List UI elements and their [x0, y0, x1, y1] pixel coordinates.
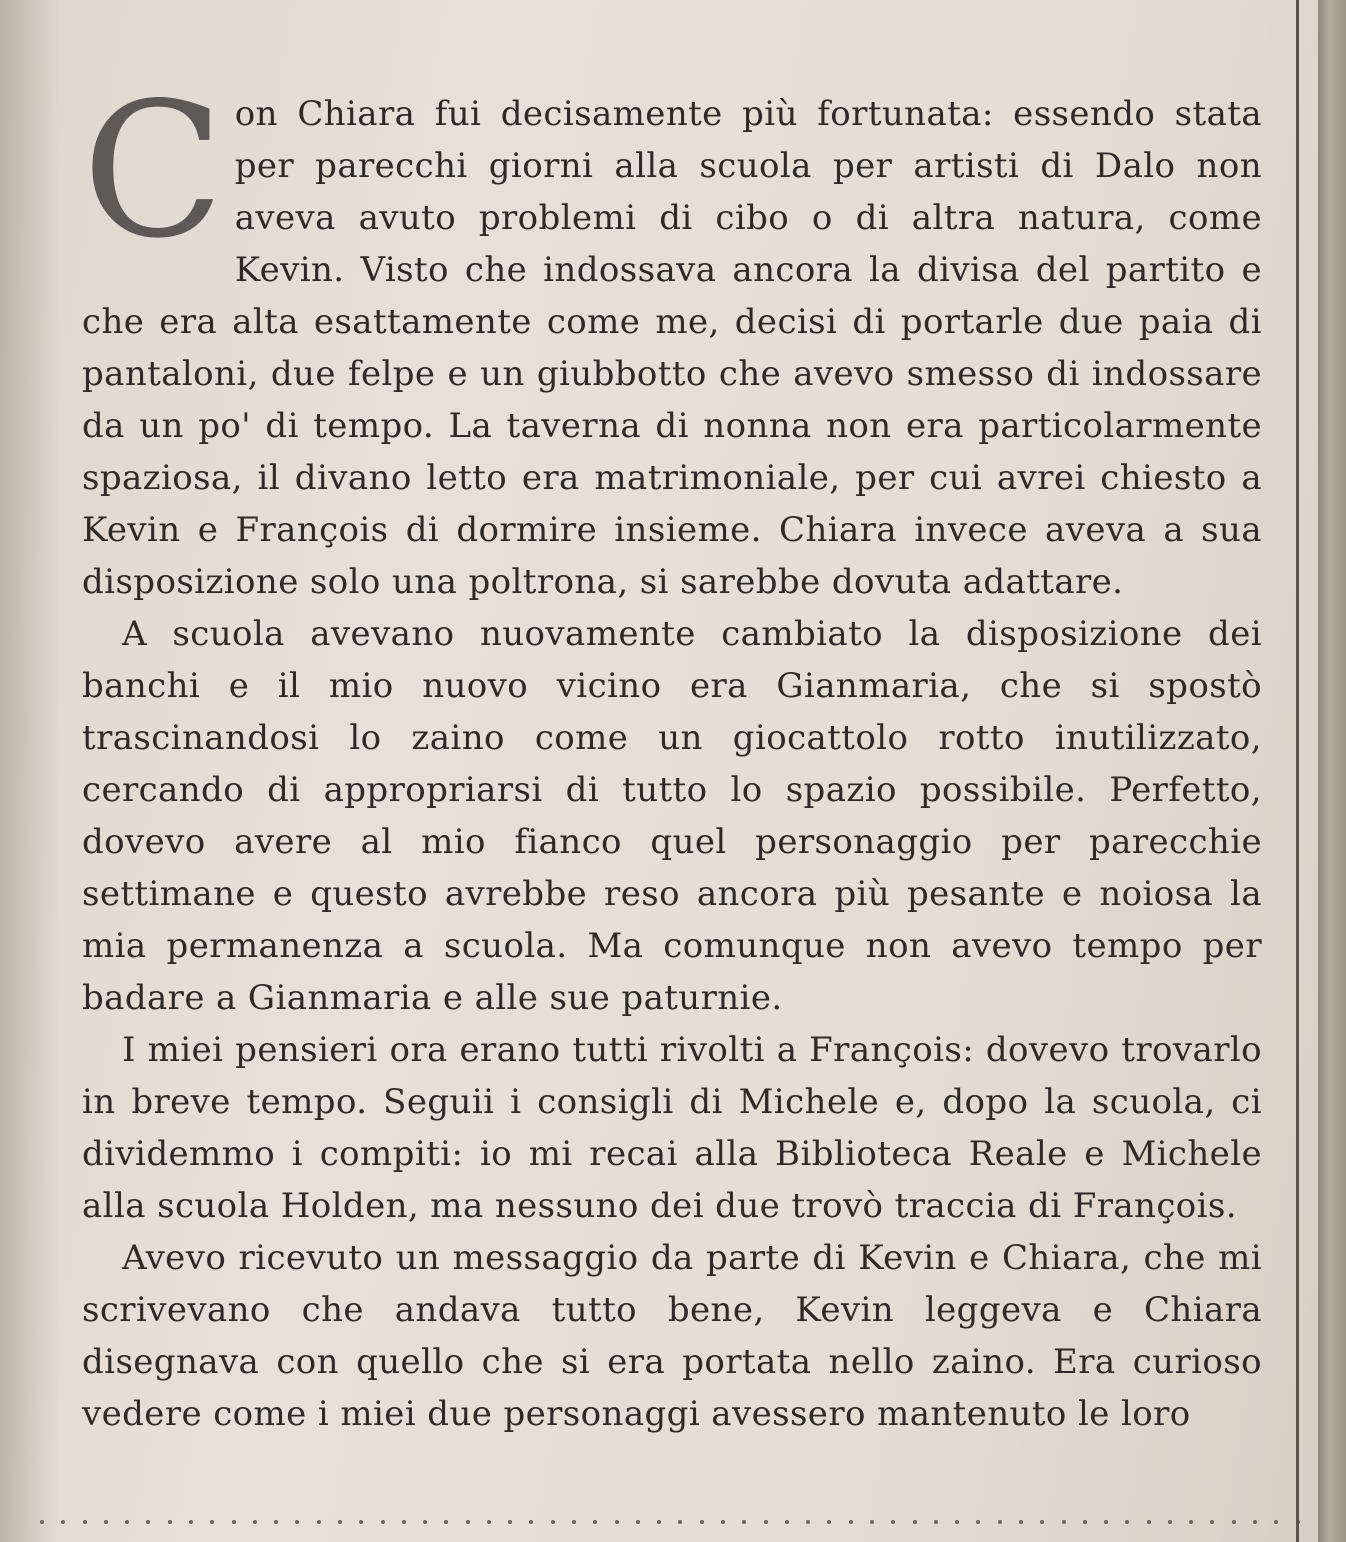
- border-dot: [1147, 1520, 1151, 1524]
- border-dot: [274, 1520, 278, 1524]
- border-dot: [529, 1520, 533, 1524]
- border-dot: [849, 1520, 853, 1524]
- border-dot: [913, 1520, 917, 1524]
- border-dot: [806, 1520, 810, 1524]
- border-dot: [359, 1520, 363, 1524]
- border-dot: [444, 1520, 448, 1524]
- border-dot: [785, 1520, 789, 1524]
- border-dot: [551, 1520, 555, 1524]
- border-dot: [253, 1520, 257, 1524]
- border-dot: [700, 1520, 704, 1524]
- paragraph-4: Avevo ricevuto un messaggio da parte di Kevin e Chiara, che mi scrivevano che andava tutto bene, Kevin leggeva e Chiara disegnava con quello che si era portata nello zaino. Era curioso vedere come i miei due personaggi avessero mantenuto le loro: [82, 1238, 1262, 1434]
- border-dot: [210, 1520, 214, 1524]
- border-dot: [338, 1520, 342, 1524]
- border-dot: [317, 1520, 321, 1524]
- border-dot: [1083, 1520, 1087, 1524]
- border-dot: [998, 1520, 1002, 1524]
- border-dot: [678, 1520, 682, 1524]
- border-dot: [423, 1520, 427, 1524]
- border-dot: [1019, 1520, 1023, 1524]
- border-dot: [572, 1520, 576, 1524]
- border-dot: [1253, 1520, 1257, 1524]
- paragraph-1-text: on Chiara fui decisamente più fortunata: essendo stata per parecchi giorni alla scuola per artisti di Dalo non aveva avuto problemi di cibo o di altra natura, come Kevin. Visto che indossava ancora la divisa del partito e che era alta esattamente come me, decisi di portarle due paia di pantaloni, due felpe e un giubbotto che avevo smesso di indossare da un po' di tempo. La taverna di nonna non era particolarmente spaziosa, il divano letto era matrimoniale, per cui avrei chiesto a Kevin e François di dormire insieme. Chiara invece aveva a sua disposizione solo una poltrona, si sarebbe dovuta adattare.: [82, 94, 1262, 602]
- border-dot: [402, 1520, 406, 1524]
- border-dot: [657, 1520, 661, 1524]
- border-dot: [508, 1520, 512, 1524]
- border-dot: [870, 1520, 874, 1524]
- dotted-border: [40, 1520, 1300, 1528]
- border-dot: [827, 1520, 831, 1524]
- border-dot: [125, 1520, 129, 1524]
- border-dot: [593, 1520, 597, 1524]
- border-dot: [232, 1520, 236, 1524]
- border-dot: [466, 1520, 470, 1524]
- border-dot: [104, 1520, 108, 1524]
- border-dot: [1040, 1520, 1044, 1524]
- border-dot: [934, 1520, 938, 1524]
- border-dot: [891, 1520, 895, 1524]
- paragraph-1: [82, 62, 1262, 608]
- border-dot: [1189, 1520, 1193, 1524]
- border-dot: [636, 1520, 640, 1524]
- border-dot: [295, 1520, 299, 1524]
- border-dot: [742, 1520, 746, 1524]
- border-dot: [83, 1520, 87, 1524]
- border-dot: [955, 1520, 959, 1524]
- border-dot: [40, 1520, 44, 1524]
- border-dot: [168, 1520, 172, 1524]
- border-dot: [615, 1520, 619, 1524]
- border-dot: [61, 1520, 65, 1524]
- border-dot: [976, 1520, 980, 1524]
- paragraph-3: I miei pensieri ora erano tutti rivolti a François: dovevo trovarlo in breve tempo. Seguii i consigli di Michele e, dopo la scuola, ci dividemmo i compiti: io mi recai alla Biblioteca Reale e Michele alla scuola Holden, ma nessuno dei due trovò traccia di François.: [82, 1030, 1262, 1226]
- page-edge: [1318, 0, 1346, 1542]
- border-dot: [764, 1520, 768, 1524]
- body-text: [82, 62, 1262, 1440]
- border-dot: [721, 1520, 725, 1524]
- border-dot: [1062, 1520, 1066, 1524]
- border-dot: [1168, 1520, 1172, 1524]
- border-dot: [146, 1520, 150, 1524]
- border-dot: [1210, 1520, 1214, 1524]
- border-dot: [487, 1520, 491, 1524]
- border-dot: [189, 1520, 193, 1524]
- border-dot: [1232, 1520, 1236, 1524]
- drop-cap: C: [82, 62, 225, 279]
- page-edge-line: [1296, 0, 1299, 1542]
- border-dot: [1104, 1520, 1108, 1524]
- paragraph-2: A scuola avevano nuovamente cambiato la disposizione dei banchi e il mio nuovo vicino era Gianmaria, che si spostò trascinandosi lo zaino come un giocattolo rotto inutilizzato, cercando di appropriarsi di tutto lo spazio possibile. Perfetto, dovevo avere al mio fianco quel personaggio per parecchie settimane e questo avrebbe reso ancora più pesante e noiosa la mia permanenza a scuola. Ma comunque non avevo tempo per badare a Gianmaria e alle sue paturnie.: [82, 614, 1262, 1018]
- border-dot: [1274, 1520, 1278, 1524]
- border-dot: [381, 1520, 385, 1524]
- border-dot: [1125, 1520, 1129, 1524]
- spine-shadow: [0, 0, 60, 1542]
